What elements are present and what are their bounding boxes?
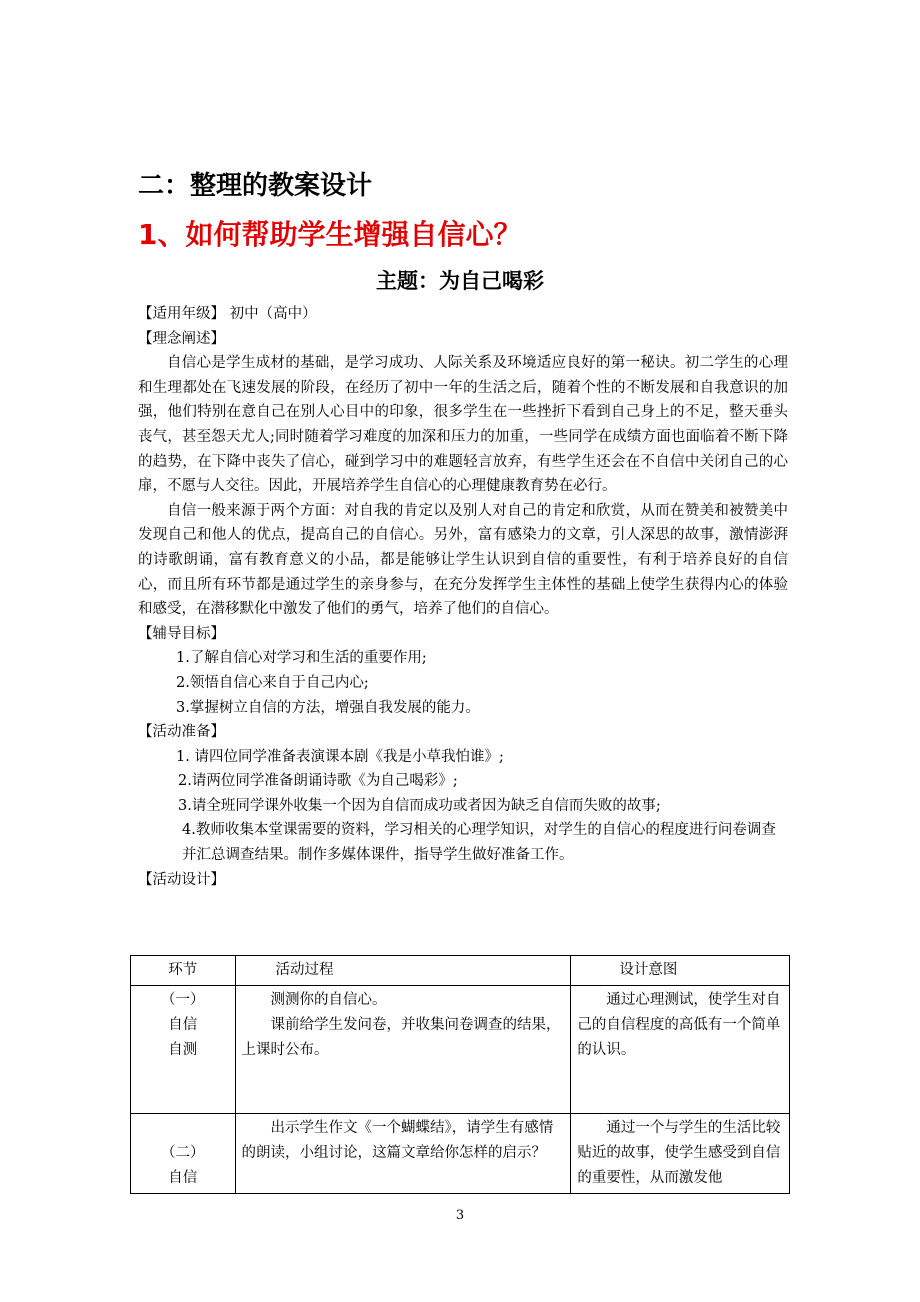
prep-heading: 【活动准备】 — [138, 724, 225, 741]
prep-item: 4.教师收集本堂课需要的资料，学习相关的心理学知识，对学生的自信心的程度进行问卷调查并汇总调查结果。制作多媒体课件，指导学生做好准备工作。 — [182, 822, 776, 864]
stage-cell — [131, 986, 236, 1114]
stage-line: 自信 — [168, 1017, 198, 1033]
prep-item: 1. 请四位同学准备表演课本剧《我是小草我怕谁》; — [176, 748, 504, 765]
intent-text: 通过一个与学生的生活比较贴近的故事，使学生感受到自信的重要性，从而激发他 — [577, 1120, 781, 1186]
intent-cell — [571, 986, 790, 1114]
process-line: 出示学生作文《一个蝴蝶结》，请学生有感情的朗读，小组讨论，这篇文章给你怎样的启示？ — [241, 1120, 554, 1161]
document-body — [138, 302, 788, 892]
goals-heading: 【辅导目标】 — [138, 625, 225, 642]
stage-cell — [131, 1114, 236, 1194]
design-heading: 【活动设计】 — [138, 871, 225, 888]
table-row — [131, 986, 790, 1114]
process-cell — [235, 986, 571, 1114]
stage-line: 自测 — [168, 1042, 198, 1058]
prep-item: 3.请全班同学课外收集一个因为自信而成功或者因为缺乏自信而失败的故事; — [178, 797, 661, 814]
prep-item: 2.请两位同学准备朗诵诗歌《为自己喝彩》; — [178, 773, 458, 790]
theme-title: 主题：为自己喝彩 — [376, 269, 544, 293]
header-stage: 环节 — [131, 956, 236, 986]
section-title: 二：整理的教案设计 — [138, 171, 373, 201]
process-line: 测测你的自信心。 — [270, 992, 387, 1008]
grade-line: 【适用年级】 初中（高中） — [138, 306, 317, 322]
table-row — [131, 1114, 790, 1194]
stage-line: （一） — [161, 992, 205, 1008]
question-title: 1、如何帮助学生增强自信心？ — [138, 218, 522, 251]
activity-table — [130, 955, 790, 1194]
header-intent: 设计意图 — [571, 956, 790, 986]
concept-heading: 【理念阐述】 — [138, 330, 225, 347]
intent-text: 通过心理测试，使学生对自己的自信程度的高低有一个简单的认识。 — [577, 992, 781, 1058]
intent-cell — [571, 1114, 790, 1194]
header-process: 活动过程 — [235, 956, 571, 986]
process-cell — [235, 1114, 571, 1194]
table-header-row — [131, 956, 790, 986]
process-line: 课前给学生发问卷，并收集问卷调查的结果，上课时公布。 — [241, 1017, 561, 1058]
goal-item: 1.了解自信心对学习和生活的重要作用; — [176, 650, 427, 667]
concept-paragraph: 自信一般来源于两个方面：对自我的肯定以及别人对自己的肯定和欣赏，从而在赞美和被赞美中发现自己和他人的优点，提高自己的自信心。另外，富有感染力的文章，引人深思的故事，激情澎湃的诗歌朗诵，富有教育意义的小品，都是能够让学生认识到自信的重要性，有利于培养良好的自信心，而且所有环节都是通过学生的亲身参与，在充分发挥学生主体性的基础上使学生获得内心的体验和感受，在潜移默化中激发了他们的勇气，培养了他们的自信心。 — [138, 502, 788, 618]
stage-line: 自信 — [168, 1170, 198, 1186]
stage-line: （二） — [161, 1145, 205, 1161]
concept-paragraph: 自信心是学生成材的基础，是学习成功、人际关系及环境适应良好的第一秘诀。初二学生的心理和生理都处在飞速发展的阶段，在经历了初中一年的生活之后，随着个性的不断发展和自我意识的加强，他们特别在意自己在别人心目中的印象，很多学生在一些挫折下看到自己身上的不足，整天垂头丧气，甚至怨天尤人;同时随着学习难度的加深和压力的加重，一些同学在成绩方面也面临着不断下降的趋势，在下降中丧失了信心，碰到学习中的难题轻言放弃，有些学生还会在不自信中关闭自己的心扉，不愿与人交往。因此，开展培养学生自信心的心理健康教育势在必行。 — [138, 355, 788, 495]
goal-item: 2.领悟自信心来自于自己内心; — [176, 674, 369, 691]
goal-item: 3.掌握树立自信的方法，增强自我发展的能力。 — [176, 699, 480, 716]
page-number: 3 — [455, 1208, 465, 1223]
